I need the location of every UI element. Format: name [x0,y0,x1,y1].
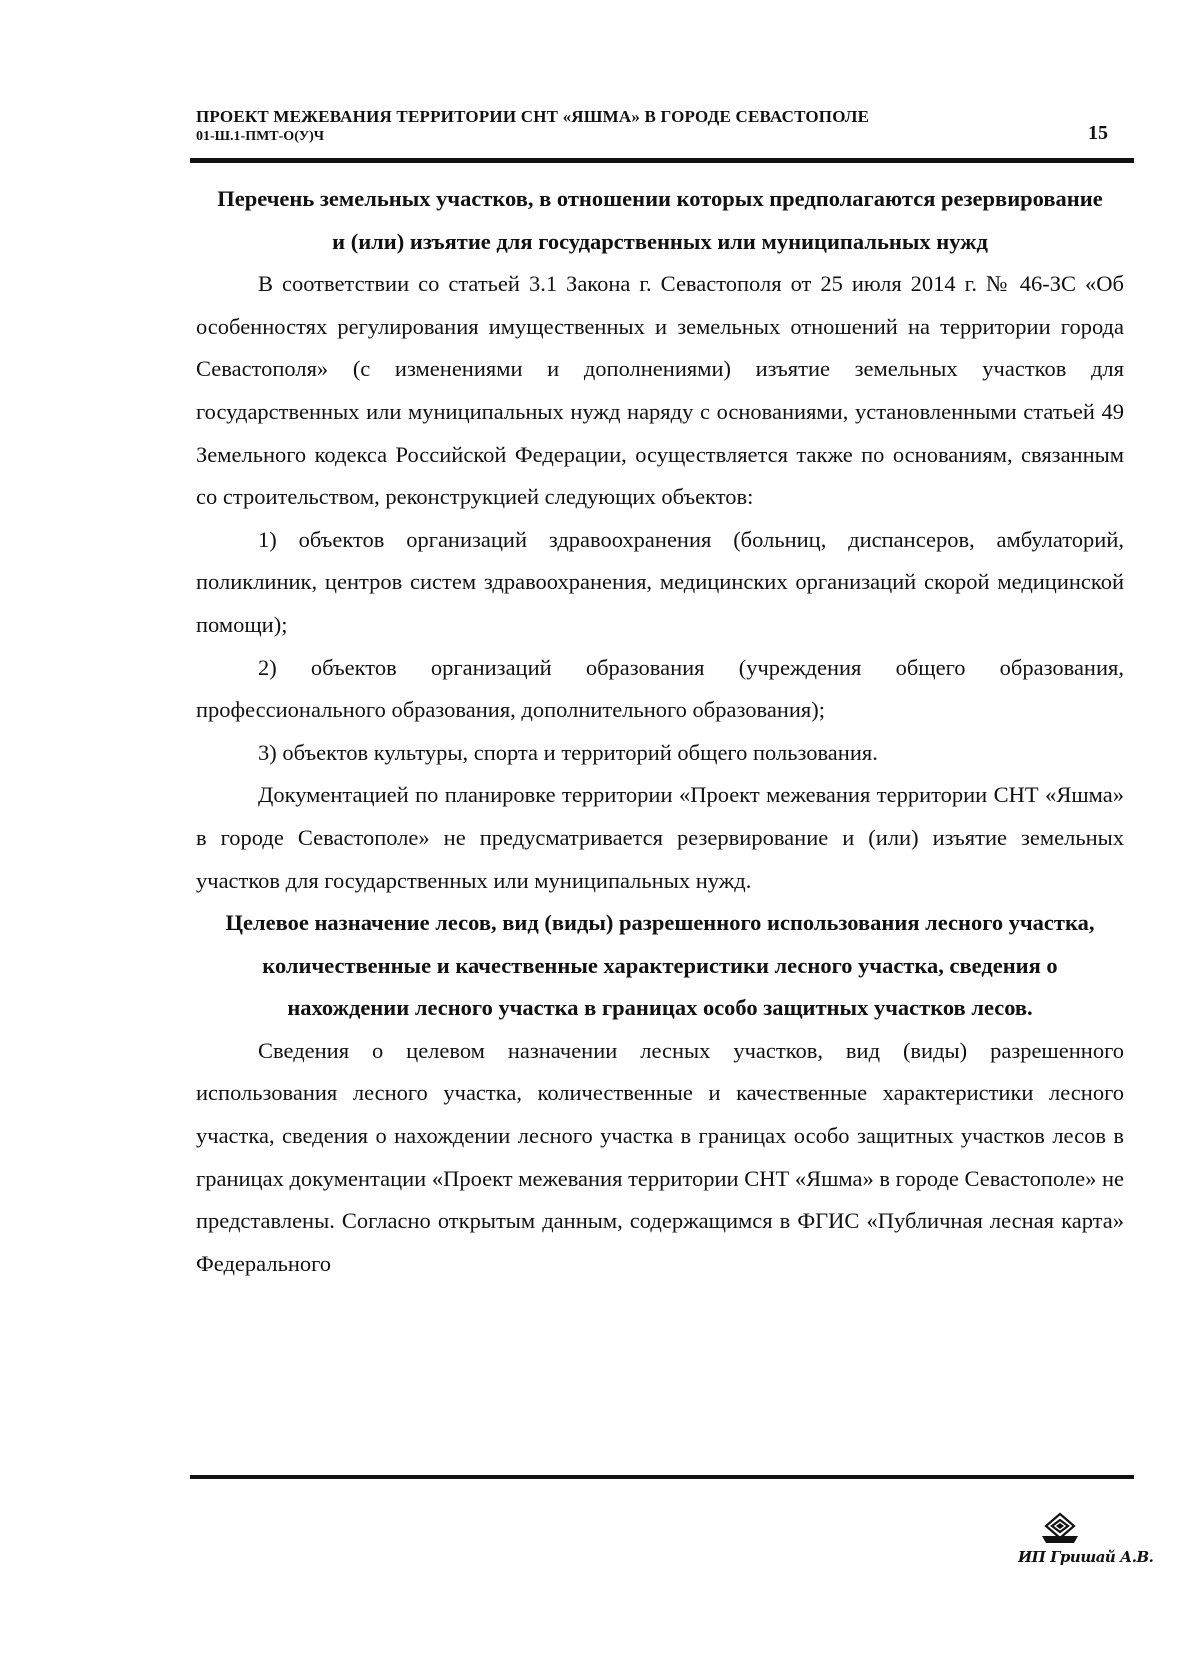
paragraph-forest-info: Сведения о целевом назначении лесных участков, вид (виды) разрешенного использования лесного участка, количественные и качественные характеристики лесного участка, сведения о нахождении лесного участка в границах особо защитных участков лесов в границах документации «Проект межевания территории СНТ «Яшма» в городе Севастополе» не представлены. Согласно открытым данным, содержащимся в ФГИС «Публичная лесная карта» Федерального [196,1037,1124,1276]
document-body [196,178,1124,1285]
section-heading-forests: Целевое назначение лесов, вид (виды) разрешенного использования лесного участка, количественные и качественные характеристики лесного участка, сведения о нахождении лесного участка в границах особо защитных участков лесов. [225,910,1095,1021]
list-item-culture: 3) объектов культуры, спорта и территорий общего пользования. [258,739,878,765]
footer-divider [190,1475,1134,1479]
paragraph-legal-basis: В соответствии со статьей 3.1 Закона г. Севастополя от 25 июля 2014 г. № 46-ЗС «Об особенностях регулирования имущественных и земельных отношений на территории города Севастополя» (с изменениями и дополнениями) изъятие земельных участков для государственных или муниципальных нужд наряду с основаниями, установленными статьей 49 Земельного кодекса Российской Федерации, осуществляется также по основаниям, связанным со строительством, реконструкцией следующих объектов: [196,271,1124,510]
section-heading-reservation: Перечень земельных участков, в отношении которых предполагаются резервирование и (или) изъятие для государственных или муниципальных нужд [217,186,1103,254]
header-divider [190,158,1134,163]
footer-signature: ИП Гришай А.В. [1018,1548,1154,1566]
company-logo-icon [1030,1512,1090,1546]
header-title: ПРОЕКТ МЕЖЕВАНИЯ ТЕРРИТОРИИ СНТ «ЯШМА» В ГОРОДЕ СЕВАСТОПОЛЕ [196,107,870,126]
list-item-healthcare: 1) объектов организаций здравоохранения (больниц, диспансеров, амбулаторий, поликлиник, центров систем здравоохранения, медицинских организаций скорой медицинской помощи); [196,526,1124,637]
document-code: 01-Ш.1-ПМТ-О(У)Ч [196,129,325,144]
page-number: 15 [1088,122,1108,144]
list-item-education: 2) объектов организаций образования (учреждения общего образования, профессионального образования, дополнительного образования); [196,654,1124,723]
paragraph-conclusion: Документацией по планировке территории «Проект межевания территории СНТ «Яшма» в городе Севастополе» не предусматривается резервирование и (или) изъятие земельных участков для государственных или муниципальных нужд. [196,782,1124,893]
page-header [196,106,1136,146]
